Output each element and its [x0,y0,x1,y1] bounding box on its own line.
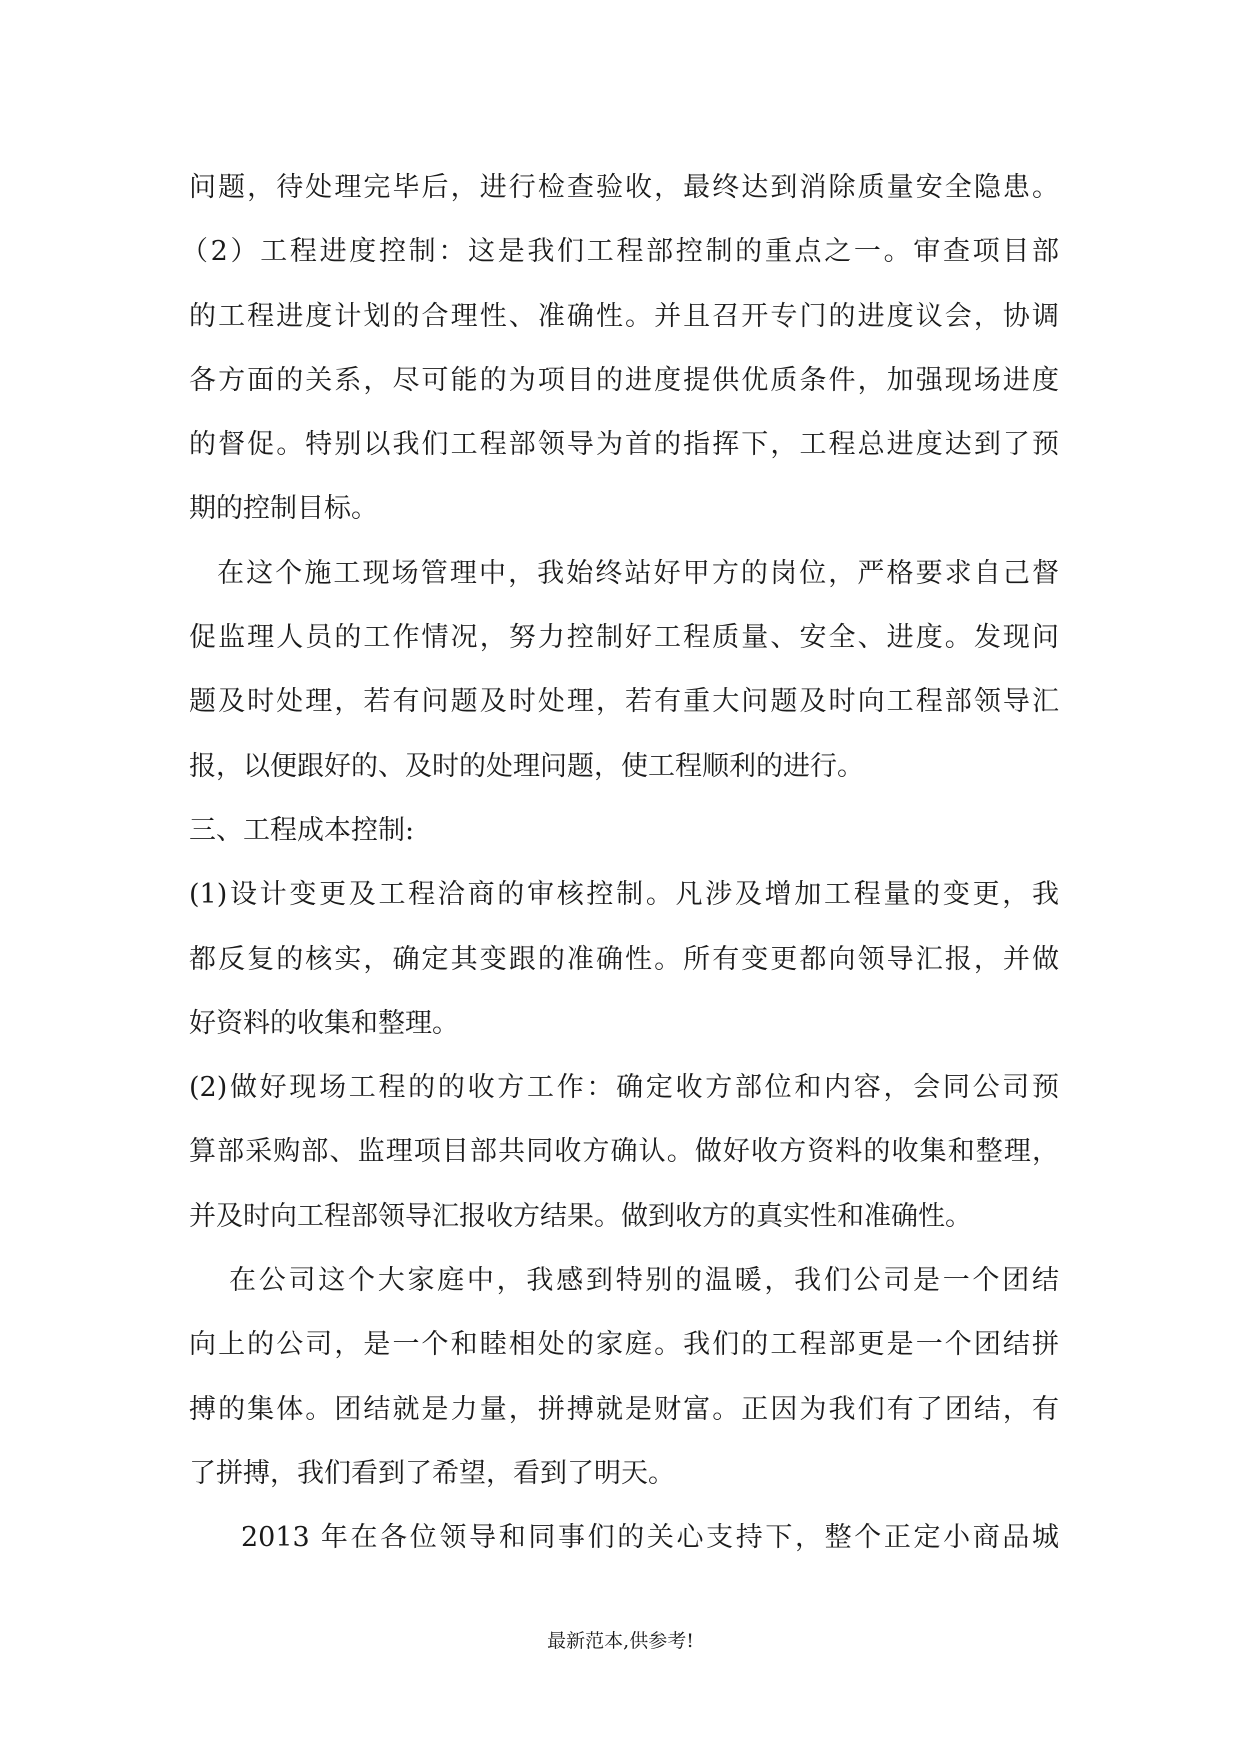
text-line-2: （2）工程进度控制：这是我们工程部控制的重点之一。审查项目部 [181,236,1059,268]
section-heading: 三、工程成本控制: [189,814,415,846]
text-line-20: 搏的集体。团结就是力量，拼搏就是财富。正因为我们有了团结，有 [189,1393,1059,1425]
text-line-4: 各方面的关系，尽可能的为项目的进度提供优质条件，加强现场进度 [189,364,1059,396]
text-line-12: (1)设计变更及工程洽商的审核控制。凡涉及增加工程量的变更，我 [189,879,1059,911]
text-line-10: 报，以便跟好的、及时的处理问题，使工程顺利的进行。 [189,750,864,782]
document-body [181,156,1059,1571]
text-line-18: 在公司这个大家庭中，我感到特别的温暖，我们公司是一个团结 [229,1265,1059,1297]
text-line-19: 向上的公司，是一个和睦相处的家庭。我们的工程部更是一个团结拼 [189,1329,1059,1361]
text-line-16: 算部采购部、监理项目部共同收方确认。做好收方资料的收集和整理， [189,1136,1059,1168]
text-line-8: 促监理人员的工作情况，努力控制好工程质量、安全、进度。发现问 [189,622,1059,654]
text-line-7: 在这个施工现场管理中，我始终站好甲方的岗位，严格要求自己督 [217,557,1059,589]
text-line-5: 的督促。特别以我们工程部领导为首的指挥下，工程总进度达到了预 [189,429,1059,461]
text-line-3: 的工程进度计划的合理性、准确性。并且召开专门的进度议会，协调 [189,300,1059,332]
text-line-21: 了拼搏，我们看到了希望，看到了明天。 [189,1457,675,1489]
text-line-17: 并及时向工程部领导汇报收方结果。做到收方的真实性和准确性。 [189,1200,972,1232]
text-line-9: 题及时处理，若有问题及时处理，若有重大问题及时向工程部领导汇 [189,686,1059,718]
page-footer: 最新范本,供参考! [547,1630,694,1652]
text-line-14: 好资料的收集和整理。 [189,1007,459,1039]
text-line-15: (2)做好现场工程的的收方工作：确定收方部位和内容，会同公司预 [189,1072,1059,1104]
text-line-13: 都反复的核实，确定其变跟的准确性。所有变更都向领导汇报，并做 [189,943,1059,975]
text-line-22: 2013 年在各位领导和同事们的关心支持下，整个正定小商品城 [241,1522,1059,1554]
text-line-6: 期的控制目标。 [189,493,378,525]
text-line-1: 问题，待处理完毕后，进行检查验收，最终达到消除质量安全隐患。 [189,172,1059,203]
